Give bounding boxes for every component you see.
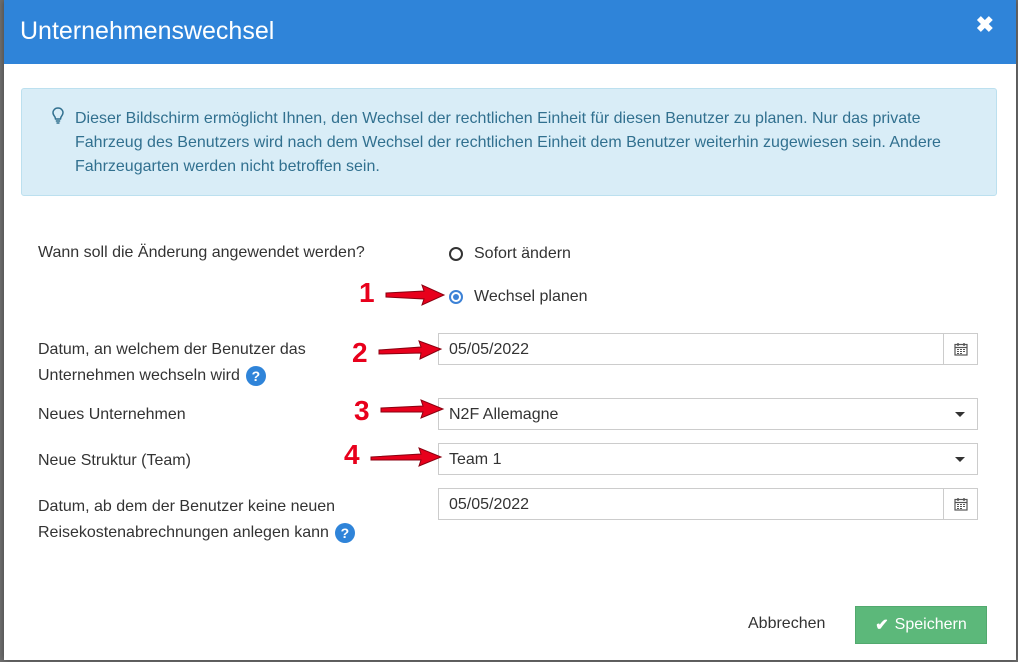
expense-date-input[interactable] — [438, 488, 978, 520]
change-date-value: 05/05/2022 — [449, 341, 530, 358]
annotation-arrow-1 — [384, 283, 446, 307]
radio-schedule[interactable] — [449, 286, 588, 308]
expense-date-label-line2: Reisekostenabrechnungen anlegen kann — [38, 524, 329, 541]
change-date-label — [38, 337, 306, 389]
info-text: Dieser Bildschirm ermöglicht Ihnen, den Wechsel der rechtlichen Einheit für diesen Benutzer zu planen. Nur das private Fahrzeug des Benutzers wird nach dem Wechsel der rechtlichen Einheit dem Benutzer weiterhin zugewiesen sein. Andere Fahrzeugarten werden nicht betroffen sein. — [75, 110, 941, 175]
dialog-header — [4, 0, 1016, 64]
annotation-arrow-3 — [379, 397, 445, 421]
change-date-input[interactable] — [438, 333, 978, 365]
when-label: Wann soll die Änderung angewendet werden? — [38, 244, 365, 261]
structure-select[interactable] — [438, 443, 978, 475]
expense-date-label — [38, 494, 355, 546]
close-icon[interactable]: ✖ — [975, 12, 994, 37]
annotation-number-1: 1 — [359, 277, 375, 308]
lightbulb-icon — [50, 106, 66, 126]
change-date-label-line1: Datum, an welchem der Benutzer das — [38, 341, 306, 358]
annotation-number-4: 4 — [344, 439, 360, 470]
info-box — [21, 88, 997, 196]
structure-label: Neue Struktur (Team) — [38, 452, 191, 469]
calendar-icon[interactable] — [943, 489, 977, 519]
annotation-arrow-4 — [369, 445, 443, 469]
caret-down-icon — [955, 412, 965, 417]
radio-label-immediate: Sofort ändern — [474, 245, 571, 262]
help-icon[interactable]: ? — [335, 523, 355, 543]
modal-dialog — [4, 0, 1016, 660]
radio-label-schedule: Wechsel planen — [474, 288, 588, 305]
save-button[interactable] — [855, 606, 987, 644]
save-button-label: Speichern — [894, 616, 967, 633]
expense-date-label-line1: Datum, ab dem der Benutzer keine neuen — [38, 498, 336, 515]
radio-immediate[interactable] — [449, 243, 571, 265]
caret-down-icon — [955, 457, 965, 462]
company-value: N2F Allemagne — [449, 406, 559, 423]
annotation-number-3: 3 — [354, 395, 370, 426]
cancel-button[interactable]: Abbrechen — [748, 615, 826, 632]
annotation-arrow-2 — [377, 338, 443, 362]
calendar-icon[interactable] — [943, 334, 977, 364]
expense-date-value: 05/05/2022 — [449, 496, 530, 513]
radio-button-selected[interactable] — [449, 290, 463, 304]
company-label: Neues Unternehmen — [38, 406, 186, 423]
radio-button[interactable] — [449, 247, 463, 261]
change-date-label-line2: Unternehmen wechseln wird — [38, 367, 240, 384]
help-icon[interactable]: ? — [246, 366, 266, 386]
company-select[interactable] — [438, 398, 978, 430]
structure-value: Team 1 — [449, 451, 502, 468]
check-icon: ✔ — [875, 617, 889, 634]
dialog-title: Unternehmenswechsel — [20, 17, 275, 45]
annotation-number-2: 2 — [352, 337, 368, 368]
